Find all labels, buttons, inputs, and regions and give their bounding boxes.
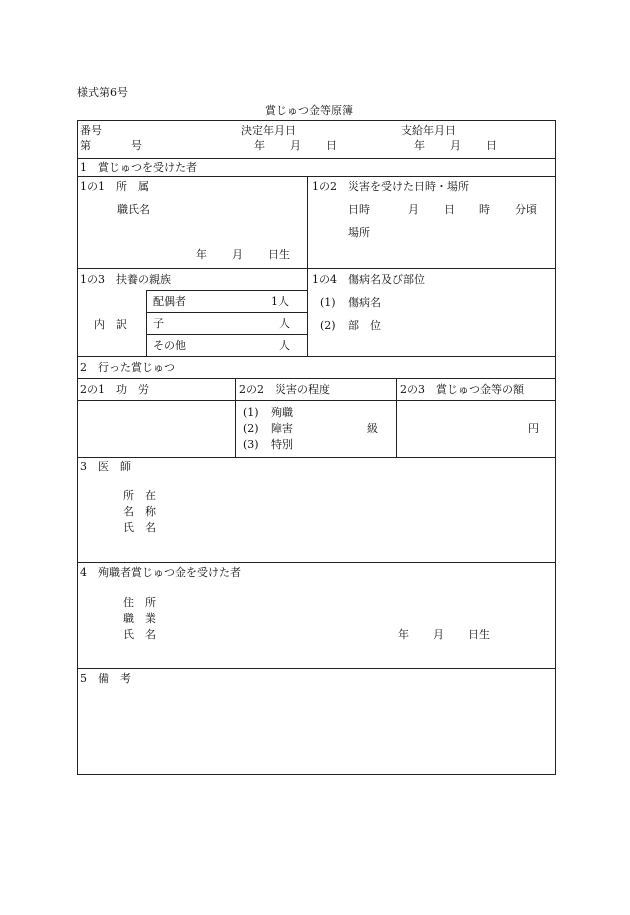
disaster-place-label: 場所 (348, 226, 370, 239)
number-prefix: 第 (80, 139, 91, 152)
breakdown-label: 内 訳 (94, 318, 127, 331)
injury-label: 1の4 傷病名及び部位 (312, 273, 425, 286)
section1-heading: 1 賞じゅつを受けた者 (80, 161, 197, 174)
dependents-label: 1の3 扶養の親族 (80, 273, 171, 286)
recipient-name-label: 氏 名 (123, 628, 156, 641)
payment-month: 月 (450, 139, 461, 152)
section4-heading: 4 殉職者賞じゅつ金を受けた者 (80, 566, 241, 579)
dependent-count-other: 人 (279, 339, 290, 352)
number-suffix: 号 (131, 139, 142, 152)
injury-name-label: 傷病名 (348, 296, 381, 309)
birth-day: 日生 (268, 248, 290, 261)
injury-item1-num: (1) (320, 296, 336, 309)
recipient-birth-day: 日生 (468, 628, 490, 641)
dependent-row-child: 子 (153, 317, 164, 330)
doctor-facility-label: 名 称 (123, 505, 156, 518)
doctor-location-label: 所 在 (123, 489, 156, 502)
degree-option-special: 特別 (271, 438, 293, 451)
disaster-month: 月 (408, 203, 419, 216)
disability-grade-unit: 級 (367, 422, 378, 435)
payment-date-label: 支給年月日 (401, 124, 456, 137)
disaster-minute: 分頃 (515, 203, 537, 216)
dependent-count-child: 人 (279, 317, 290, 330)
recipient-occupation-label: 職 業 (123, 612, 156, 625)
amount-unit: 円 (528, 422, 539, 435)
section5-heading: 5 備 考 (80, 672, 131, 685)
decision-day: 日 (326, 139, 337, 152)
award-amount-label: 2の3 賞じゅつ金等の額 (400, 383, 524, 396)
decision-date-label: 決定年月日 (241, 124, 296, 137)
birth-month: 月 (232, 248, 243, 261)
disaster-datetime-label: 日時 (348, 203, 370, 216)
degree-option-3-num: (3) (243, 438, 259, 451)
recipient-birth-year: 年 (398, 628, 409, 641)
dependent-row-spouse: 配偶者 (153, 295, 186, 308)
recipient-address-label: 住 所 (123, 596, 156, 609)
form-title: 賞じゅつ金等原簿 (265, 104, 353, 117)
injury-item2-num: (2) (320, 319, 336, 332)
degree-option-death: 殉職 (271, 406, 293, 419)
doctor-name-label: 氏 名 (123, 521, 156, 534)
degree-option-1-num: (1) (243, 406, 259, 419)
dependent-count-spouse: 1人 (271, 295, 289, 308)
form-number: 様式第6号 (77, 86, 128, 99)
dependent-row-other: その他 (153, 339, 186, 352)
recipient-birth-month: 月 (433, 628, 444, 641)
injury-site-label: 部 位 (348, 319, 381, 332)
decision-month: 月 (290, 139, 301, 152)
disaster-hour: 時 (479, 203, 490, 216)
position-name-label: 職氏名 (117, 203, 150, 216)
disaster-day: 日 (444, 203, 455, 216)
degree-option-2-num: (2) (243, 422, 259, 435)
birth-year: 年 (196, 248, 207, 261)
disaster-degree-label: 2の2 災害の程度 (239, 383, 330, 396)
degree-option-disability: 障害 (271, 422, 293, 435)
disaster-label: 1の2 災害を受けた日時・場所 (312, 180, 469, 193)
merit-label: 2の1 功 労 (80, 383, 149, 396)
section3-heading: 3 医 師 (80, 460, 131, 473)
payment-year: 年 (414, 139, 425, 152)
payment-day: 日 (486, 139, 497, 152)
number-label: 番号 (80, 124, 102, 137)
decision-year: 年 (254, 139, 265, 152)
affiliation-label: 1の1 所 属 (80, 180, 149, 193)
section2-heading: 2 行った賞じゅつ (80, 361, 175, 374)
